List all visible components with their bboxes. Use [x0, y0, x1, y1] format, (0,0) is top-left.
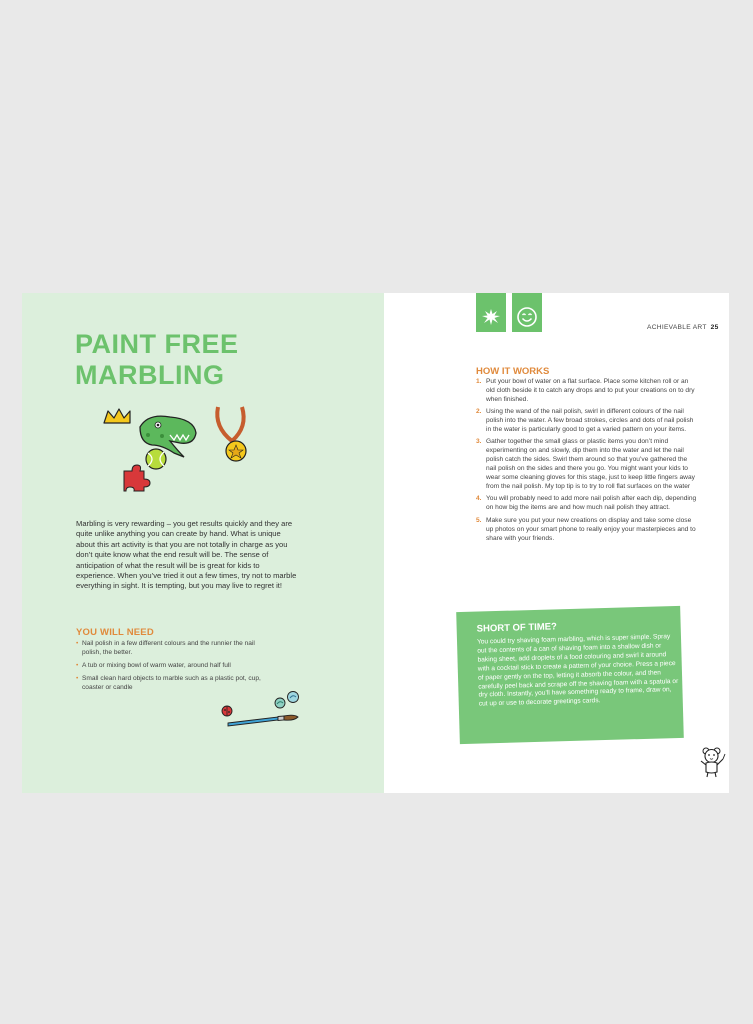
- activity-tile-fun: [512, 293, 542, 332]
- marbled-objects-illustration: [100, 405, 260, 505]
- supplies-list: [76, 639, 266, 696]
- puzzle-piece-icon: [124, 465, 150, 491]
- step-number: 1.: [476, 378, 482, 385]
- step-number: 5.: [476, 516, 482, 524]
- medal-icon: [217, 407, 246, 461]
- splat-icon: [480, 306, 502, 328]
- step-item: [476, 408, 698, 435]
- step-number: 4.: [476, 495, 482, 503]
- dinosaur-head-icon: [140, 416, 196, 457]
- section-label: ACHIEVABLE ART: [647, 324, 707, 331]
- how-it-works-heading: HOW IT WORKS: [476, 366, 550, 377]
- page-number: 25: [710, 324, 719, 331]
- step-text: Using the wand of the nail polish, swirl in different colours of the nail polish into the water. A few broad strokes, circles and dots of nail polish in the water is particularly good to get a varied pattern on your items.: [486, 408, 694, 434]
- ladybird-icon: [222, 706, 232, 716]
- short-of-time-heading: SHORT OF TIME?: [476, 621, 558, 635]
- title-line-1: PAINT FREE: [75, 329, 239, 359]
- teddy-bear-icon: [698, 745, 726, 779]
- paintbrush-illustration: [218, 689, 304, 731]
- step-text: Put your bowl of water on a flat surface. Place some kitchen roll or an old cloth beside it to catch any drops and to put your creations on to dry when finished.: [486, 378, 695, 403]
- step-text: Gather together the small glass or plastic items you don’t mind experimenting on and slowly, dip them into the water and let the nail polish catch the sides. Swirl them around so that you’ve gathered the nail polish on the sides and there you go. You might want your kids to wear some cleaning gloves for this stage, just to keep little fingers away from the nail polish. My top tip is to try to roll flat surfaces on the water: [486, 438, 695, 490]
- book-spread: [22, 293, 729, 793]
- title-line-2: MARBLING: [75, 360, 225, 390]
- you-will-need-heading: YOU WILL NEED: [76, 627, 154, 638]
- tennis-ball-icon: [146, 449, 166, 469]
- short-of-time-text: You could try shaving foam marbling, which is super simple. Spray out the contents of a can of shaving foam into a shallow dish or baking sheet, add droplets of a food colouring and swirl it around with a cocktail stick to create a pattern of your choice. Press a piece of paper gently on the top, letting it absorb the colour, and then carefully peel back and scrape off the shaving foam with a spatula or dry cloth. Instantly, you’ll have something ready to frame, draw on, cut up or use to decorate greetings cards.: [476, 633, 679, 708]
- paintbrush-icon: [228, 715, 298, 726]
- page-title: [75, 329, 239, 391]
- running-header: [647, 324, 719, 331]
- smiley-icon: [516, 306, 538, 328]
- short-of-time-box: [456, 606, 684, 744]
- step-text: You will probably need to add more nail polish after each dip, depending on how big the items are and how much nail polish they attract.: [486, 495, 697, 512]
- step-item: [476, 495, 698, 513]
- marble-icon: [275, 692, 299, 709]
- steps-list: [476, 378, 698, 547]
- crown-icon: [104, 409, 130, 423]
- activity-tile-mess: [476, 293, 506, 332]
- step-item: [476, 438, 698, 491]
- supplies-item: • Small clean hard objects to marble such as a plastic pot, cup, coaster or candle: [76, 674, 266, 692]
- supplies-item: • A tub or mixing bowl of warm water, around half full: [76, 661, 266, 670]
- supplies-item: • Nail polish in a few different colours and the runnier the nail polish, the better.: [76, 639, 266, 657]
- step-text: Make sure you put your new creations on display and take some close up photos on your smart phone to really enjoy your masterpieces and to share with your friends.: [486, 516, 696, 542]
- right-page: [384, 293, 729, 793]
- step-item: [476, 517, 698, 544]
- left-page: [22, 293, 384, 793]
- step-number: 3.: [476, 438, 482, 446]
- step-item: [476, 378, 698, 405]
- step-number: 2.: [476, 408, 482, 416]
- intro-paragraph: Marbling is very rewarding – you get results quickly and they are quite unlike anything you can create by hand. What is unique about this art activity is that you are not totally in charge as you don’t quite know what the end result will be. The sense of anticipation of what the result will be is great for kids to experience. When you’ve tried it out a few times, try not to marble everything in sight. It is tempting, but you may live to regret it!: [76, 519, 297, 591]
